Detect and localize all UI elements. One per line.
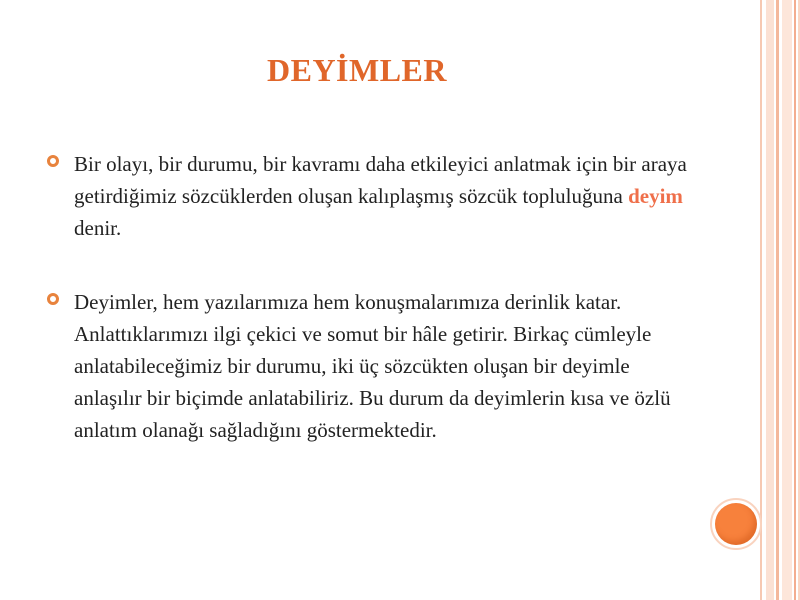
decorative-stripe (766, 0, 774, 600)
bullet-item-explanation (46, 286, 696, 446)
bullet-text: Deyimler, hem yazılarımıza hem konuşmalarımıza derinlik katar. Anlattıklarımızı ilgi çekici ve somut bir hâle getirir. Birkaç cümleyle anlatabileceğimiz bir durumu, iki üç sözcükten oluşan bir deyimle anlaşılır bir biçimde anlatabiliriz. Bu durum da deyimlerin kısa ve özlü anlatım olanağı sağladığını göstermektedir. (74, 290, 671, 442)
decorative-stripe (782, 0, 792, 600)
bullet-list (46, 148, 696, 446)
bullet-text: denir. (74, 216, 122, 240)
bullet-text: Bir olayı, bir durumu, bir kavramı daha etkileyici anlatmak için bir araya getirdiğimiz sözcüklerden oluşan kalıplaşmış sözcük topluluğuna (74, 152, 687, 208)
decorative-stripe (776, 0, 779, 600)
circle-bullet-icon (47, 293, 59, 305)
highlight-term: deyim (628, 184, 683, 208)
orange-circle-icon (715, 503, 757, 545)
decorative-stripe (760, 0, 762, 600)
decorative-stripe (794, 0, 796, 600)
circle-bullet-icon (47, 155, 59, 167)
bullet-item-definition (46, 148, 696, 244)
slide-title: DEYİMLER (266, 52, 447, 88)
